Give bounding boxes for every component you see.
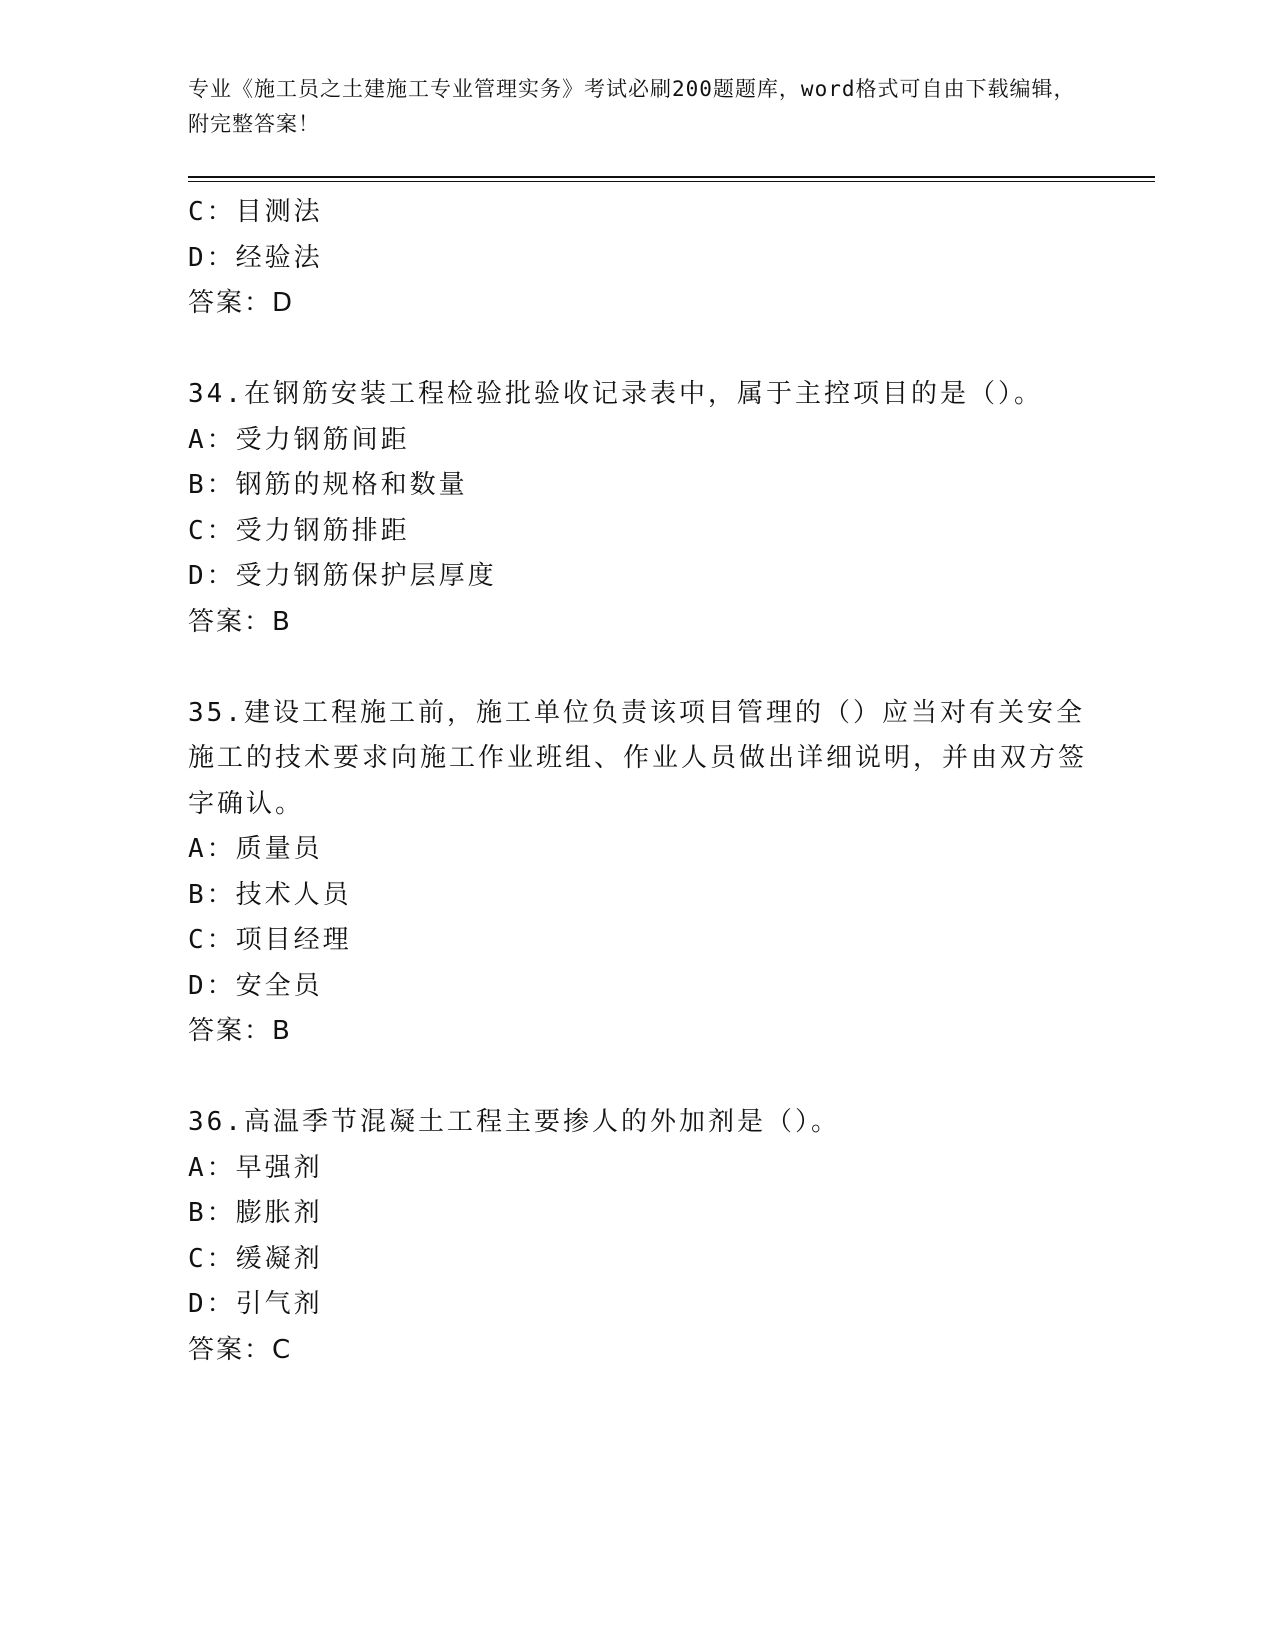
- option-c: C：项目经理: [188, 925, 352, 955]
- option-d: D：受力钢筋保护层厚度: [188, 561, 497, 591]
- option-c: C：受力钢筋排距: [188, 515, 410, 546]
- option-a: A：早强剂: [188, 1152, 323, 1183]
- header-rule-thick: [188, 176, 1155, 178]
- option-d: D：安全员: [188, 970, 323, 1001]
- previous-question-tail: [188, 190, 1088, 327]
- answer-line: 答案：B: [188, 606, 292, 637]
- option-a: A：受力钢筋间距: [188, 424, 410, 455]
- spacer: [188, 645, 1088, 691]
- question-35: [188, 691, 1088, 1055]
- answer-line: 答案：B: [188, 1016, 292, 1046]
- option-b: B：钢筋的规格和数量: [188, 470, 468, 500]
- option-c: C：目测法: [188, 197, 323, 227]
- spacer: [188, 327, 1088, 373]
- question-stem: 36.高温季节混凝土工程主要掺人的外加剂是（）。: [188, 1107, 840, 1137]
- option-d: D：引气剂: [188, 1289, 323, 1319]
- answer-line: 答案：D: [188, 288, 295, 318]
- header-rule-thin: [188, 181, 1155, 182]
- question-stem: 35.建设工程施工前，施工单位负责该项目管理的（）应当对有关安全施工的技术要求向施工作业班组、作业人员做出详细说明，并由双方签字确认。: [188, 697, 1088, 819]
- option-b: B：膨胀剂: [188, 1198, 323, 1228]
- spacer: [188, 1055, 1088, 1101]
- question-36: [188, 1100, 1088, 1373]
- page-header: [188, 72, 1088, 142]
- option-b: B：技术人员: [188, 879, 352, 910]
- option-a: A：质量员: [188, 834, 323, 864]
- question-34: [188, 372, 1088, 645]
- option-c: C：缓凝剂: [188, 1243, 323, 1274]
- answer-line: 答案：C: [188, 1334, 293, 1365]
- header-text: 专业《施工员之土建施工专业管理实务》考试必刷200题题库，word格式可自由下载编辑，附完整答案！: [188, 77, 1076, 136]
- document-body: [188, 190, 1088, 1373]
- option-d: D：经验法: [188, 242, 323, 273]
- question-stem: 34.在钢筋安装工程检验批验收记录表中，属于主控项目的是（）。: [188, 379, 1043, 409]
